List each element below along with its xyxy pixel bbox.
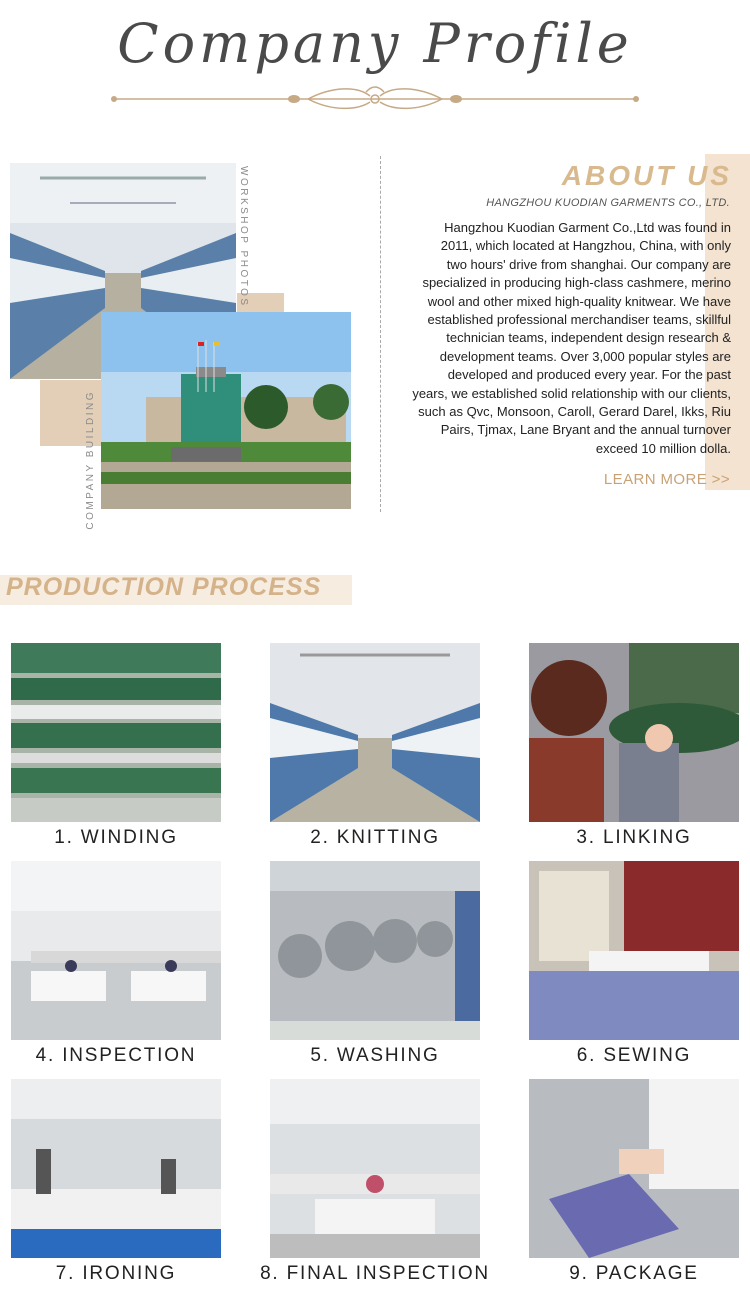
package-photo xyxy=(529,1079,739,1258)
step-label: 3. LINKING xyxy=(576,827,692,848)
about-line: two hours' drive from shanghai. Our company are xyxy=(446,256,731,272)
about-line: Hangzhou Kuodian Garment Co.,Ltd was found in xyxy=(444,220,731,235)
linking-photo xyxy=(529,643,739,822)
step-washing xyxy=(270,861,480,1066)
step-label: 2. KNITTING xyxy=(310,827,440,848)
about-line: specialized in producing high-class cashmere, merino xyxy=(422,275,731,291)
step-package xyxy=(529,1079,739,1284)
step-sewing xyxy=(529,861,739,1066)
learn-more-link[interactable]: LEARN MORE >> xyxy=(603,471,730,488)
winding-photo xyxy=(11,643,221,822)
step-label: 5. WASHING xyxy=(310,1045,440,1066)
about-line: technician teams, independent design research & xyxy=(446,330,731,346)
page-title: Company Profile xyxy=(117,12,633,75)
about-line: 2011, which located at Hangzhou, China, with only xyxy=(440,238,731,254)
inspection-photo xyxy=(11,861,221,1040)
company-building-label: COMPANY BUILDING xyxy=(85,390,96,530)
step-winding xyxy=(11,643,221,848)
step-label: 7. IRONING xyxy=(55,1263,177,1284)
about-line: developed and produced every year. For the past xyxy=(447,367,731,383)
about-us-title: ABOUT US xyxy=(561,160,732,191)
about-description xyxy=(396,219,731,458)
about-line: wool and other mixed high-quality knitwear. We have xyxy=(427,293,731,309)
ironing-photo xyxy=(11,1079,221,1258)
production-process-title: PRODUCTION PROCESS xyxy=(6,573,322,601)
about-line: development teams. Over 3,000 popular styles are xyxy=(439,348,731,364)
about-line: Pairs, Tjmax, Lane Bryant and the annual turnover xyxy=(440,422,731,438)
about-line: years, we established solid relationship with our clients, xyxy=(412,385,731,401)
step-label: 8. FINAL INSPECTION xyxy=(260,1263,490,1284)
workshop-photos-label: WORKSHOP PHOTOS xyxy=(238,166,249,308)
section-divider xyxy=(380,156,381,512)
knitting-photo xyxy=(270,643,480,822)
about-line: exceed 10 million dolla. xyxy=(595,440,731,456)
step-knitting xyxy=(270,643,480,848)
step-linking xyxy=(529,643,739,848)
about-subtitle: HANGZHOU KUODIAN GARMENTS CO., LTD. xyxy=(486,197,730,209)
step-label: 4. INSPECTION xyxy=(35,1045,197,1066)
sewing-photo xyxy=(529,861,739,1040)
about-line: such as Qvc, Monsoon, Caroll, Gerard Darel, Ikks, Riu xyxy=(418,404,731,420)
final-inspection-photo xyxy=(270,1079,480,1258)
step-final-inspection xyxy=(260,1079,490,1284)
step-label: 9. PACKAGE xyxy=(569,1263,699,1284)
step-label: 6. SEWING xyxy=(576,1045,692,1066)
step-inspection xyxy=(11,861,221,1066)
step-label: 1. WINDING xyxy=(54,827,178,848)
company-building-photo xyxy=(101,312,351,509)
step-ironing xyxy=(11,1079,221,1284)
about-line: established professional merchandiser teams, skillful xyxy=(427,312,731,328)
title-ornament xyxy=(108,84,642,114)
washing-photo xyxy=(270,861,480,1040)
